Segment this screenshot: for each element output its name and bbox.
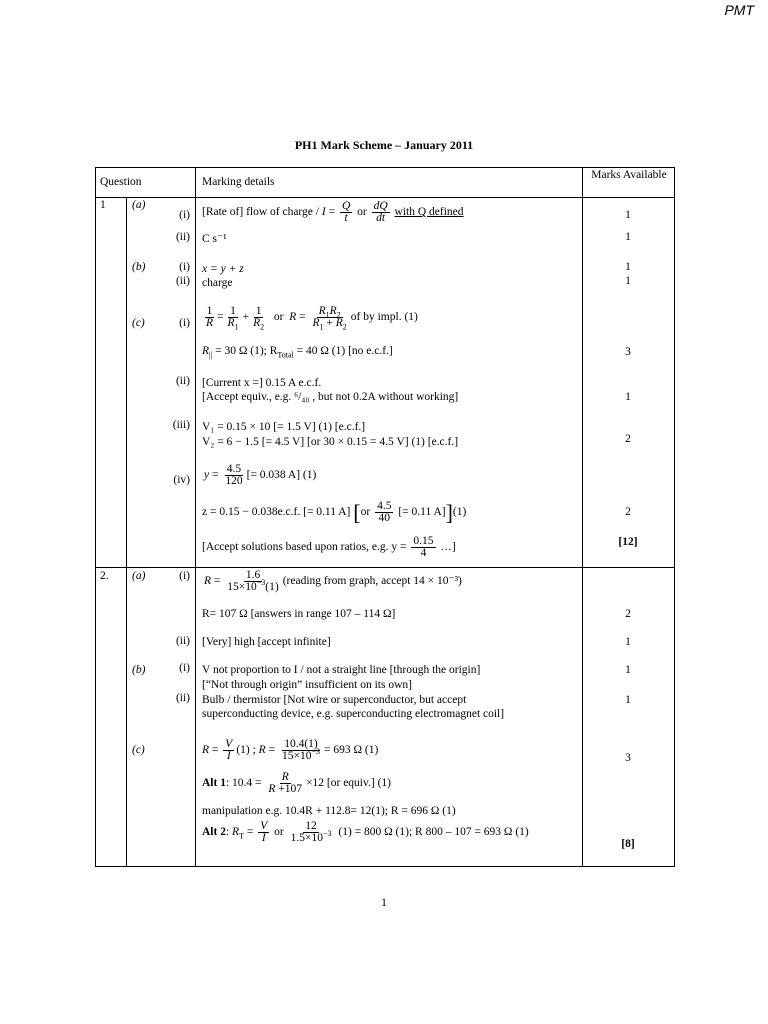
q2-part-a: (a) [132, 570, 146, 582]
q1-c-iv-line3: [Accept solutions based upon ratios, e.g. y = $\frac{0.15}{4}$ …] [202, 535, 456, 559]
q2-a-i-marks: 2 [625, 608, 631, 620]
q2-c-line1: R = $\frac{V}{I}$ (1) ; R = $\frac{10.4(1)}{15\times 10^{-3}}$ = 693 Ω (1) [202, 738, 379, 762]
q1-total-marks: [12] [618, 536, 638, 548]
q2-b-i-line2: [“Not through origin” insufficient on its own] [202, 679, 412, 691]
q1-part-c: (c) [132, 317, 145, 329]
q2-b-i-line1: V not proportion to I / not a straight line [through the origin] [202, 664, 481, 676]
q1-c-iv-line2: z = 0.15 − 0.038e.c.f. [= 0.11 A] [or $\frac{4.5}{40}$ [= 0.11 A]](1) [202, 500, 467, 525]
q2-a-ii-text: [Very] high [accept infinite] [202, 636, 331, 648]
q1-c-ii-line2: [Accept equiv., e.g. ⁶/₄₀ , but not 0.2A without working] [202, 391, 459, 403]
header-marks-available: Marks Available [591, 169, 667, 181]
q1-c-ii-line1: [Current x =] 0.15 A e.c.f. [202, 377, 322, 389]
q1-c-iii-label: (iii) [172, 419, 190, 431]
q1-a-i-label: (i) [179, 209, 190, 221]
q1-c-i-formula: $\frac{1}{R}$ = $\frac{1}{R_1}$ + $\frac{1}{R_2}$ or R = $\frac{R_1R_2}{R_1 + R_2}$ of by impl. (1) [206, 305, 418, 332]
q2-c-alt1: Alt 1: 10.4 = $\frac{R}{R +107}$ ×12 [or equiv.] (1) [202, 771, 391, 795]
q1-c-iv-line1: y = $\frac{4.5}{120}$ [= 0.038 A] (1) [204, 463, 317, 487]
q1-c-iii-marks: 2 [625, 433, 631, 445]
q1-a-ii-text: C s⁻¹ [202, 233, 227, 245]
q1-b-ii-marks: 1 [625, 275, 631, 287]
q1-c-i-line2: $R_{||} = 30$ Ω (1); $R_{Total} = 40$ Ω (1) [no e.c.f.] [202, 345, 393, 360]
q2-a-i-formula: R = $\frac{1.6}{15\times 10^{-3}(1)}$ (reading from graph, accept 14 × 10⁻³) [204, 569, 462, 593]
q1-b-i-label: (i) [179, 261, 190, 273]
q1-part-b: (b) [132, 261, 146, 273]
q1-a-ii-label: (ii) [175, 231, 190, 243]
q1-b-i-text: x = y + z [202, 263, 244, 275]
pmt-tag: PMT [724, 2, 754, 18]
q1-a-ii-marks: 1 [625, 231, 631, 243]
page-number: 1 [381, 895, 387, 909]
q1-b-ii-label: (ii) [175, 275, 190, 287]
q1-c-ii-label: (ii) [175, 375, 190, 387]
q2-b-ii-marks: 1 [625, 694, 631, 706]
q1-c-iii-line1: V₁ = 0.15 × 10 [= 1.5 V] (1) [e.c.f.] [202, 421, 366, 433]
q2-a-i-line2: R= 107 Ω [answers in range 107 – 114 Ω] [202, 608, 396, 620]
q2-number: 2. [100, 570, 109, 582]
q2-b-i-marks: 1 [625, 664, 631, 676]
q2-b-i-label: (i) [179, 662, 190, 674]
q2-c-marks: 3 [625, 752, 631, 764]
header-marking-details: Marking details [202, 176, 275, 188]
q2-c-manipulation: manipulation e.g. 10.4R + 112.8= 12(1); R = 696 Ω (1) [202, 805, 456, 817]
q1-a-i-marks: 1 [625, 209, 631, 221]
q1-b-ii-text: charge [202, 277, 233, 289]
q2-a-ii-marks: 1 [625, 636, 631, 648]
q2-b-ii-line2: superconducting device, e.g. superconducting electromagnet coil] [202, 708, 505, 720]
q2-b-ii-line1: Bulb / thermistor [Not wire or superconductor, but accept [202, 694, 467, 706]
q2-total-marks: [8] [621, 838, 635, 850]
q1-a-i-text: [Rate of] flow of charge / I = $\frac{Q}{t}$ or $\frac{dQ}{dt}$ with Q defined [202, 200, 464, 224]
q1-c-i-label: (i) [179, 317, 190, 329]
q1-c-iv-label: (iv) [173, 474, 190, 486]
q1-number: 1 [100, 199, 106, 211]
page-title: PH1 Mark Scheme – January 2011 [294, 138, 474, 152]
q1-c-ii-marks: 1 [625, 391, 631, 403]
q1-c-iii-line2: V₂ = 6 − 1.5 [= 4.5 V] [or 30 × 0.15 = 4.5 V] (1) [e.c.f.] [202, 436, 459, 448]
q2-part-b: (b) [132, 664, 146, 676]
q2-b-ii-label: (ii) [175, 692, 190, 704]
q2-a-i-label: (i) [179, 570, 190, 582]
q2-part-c: (c) [132, 744, 145, 756]
q2-c-alt2: Alt 2: $R_T$ = $\frac{V}{I}$ or $\frac{12}{1.5\times 10^{-3}}$ (1) = 800 Ω (1); R 800 – 107 = 693 Ω (1) [202, 820, 529, 844]
q2-a-ii-label: (ii) [175, 635, 190, 647]
q1-c-i-marks: 3 [625, 346, 631, 358]
q1-c-iv-marks: 2 [625, 506, 631, 518]
q1-b-i-marks: 1 [625, 261, 631, 273]
header-question: Question [100, 176, 142, 188]
q1-part-a: (a) [132, 199, 146, 211]
